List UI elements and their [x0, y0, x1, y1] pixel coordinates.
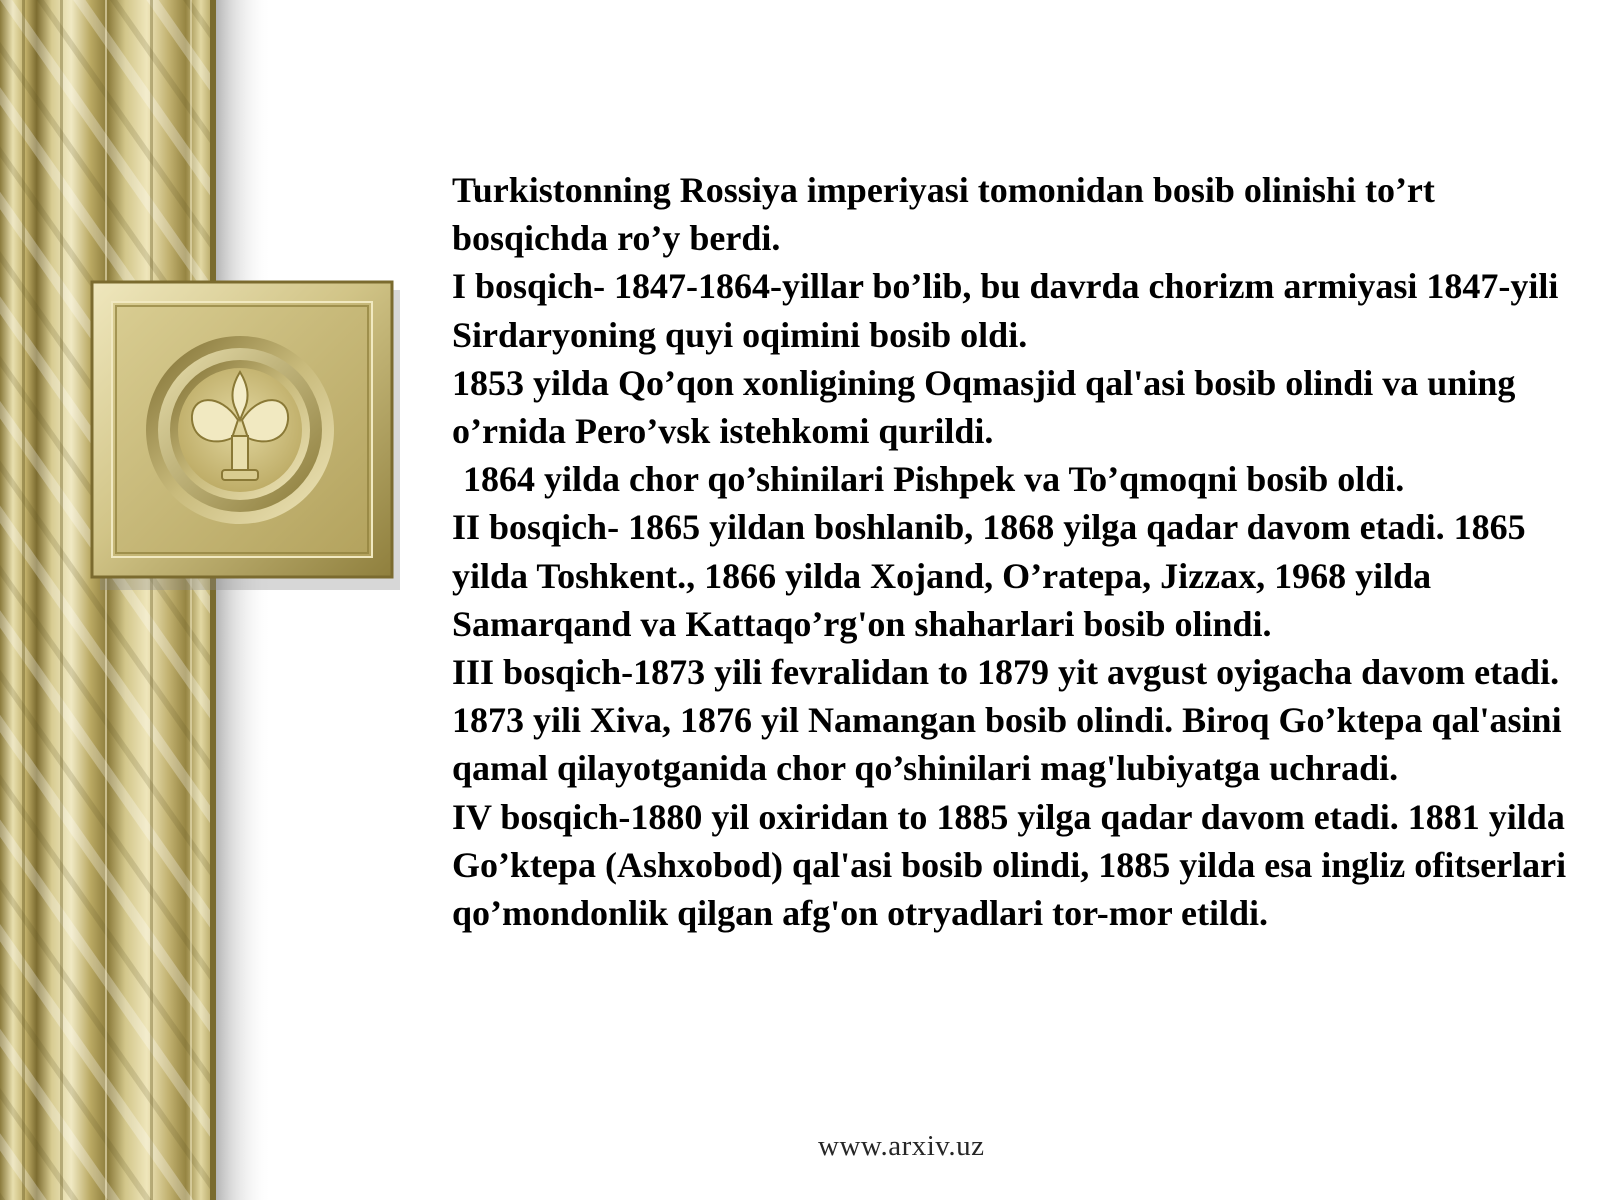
stage-3-paragraph: III bosqich-1873 yili fevralidan to 1879 yit avgust oyigacha davom etadi. 1873 yili Xiva, 1876 yil Namangan bosib olindi. Biroq Go’ktepa qal'asini qamal qilayotganida chor qo’shinilari mag'lubiyatga uchradi.: [452, 652, 1562, 789]
stage-1-detail-paragraph-2: 1864 yilda chor qo’shinilari Pishpek va To’qmoqni bosib oldi.: [463, 459, 1405, 500]
stage-2-paragraph: II bosqich- 1865 yildan boshlanib, 1868 yilga qadar davom etadi. 1865 yilda Toshkent., 1866 yilda Xojand, O’ratepa, Jizzax, 1968 yilda Samarqand va Kattaqo’rg'on shaharlari bosib olindi.: [452, 507, 1526, 644]
slide-text-body: [452, 166, 1588, 937]
stage-1-detail-paragraph: 1853 yilda Qo’qon xonligining Oqmasjid qal'asi bosib olindi va uning o’rnida Pero’vsk istehkomi qurildi.: [452, 362, 1516, 452]
decorative-gold-border: [0, 0, 430, 1200]
stage-4-paragraph: IV bosqich-1880 yil oxiridan to 1885 yilga qadar davom etadi. 1881 yilda Go’ktepa (Ashxobod) qal'asi bosib olindi, 1885 yilda esa ingliz ofitserlari qo’mondonlik qilgan afg'on otryadlari tor-mor etildi.: [452, 796, 1567, 934]
footer-url: www.arxiv.uz: [818, 1130, 985, 1162]
intro-paragraph: Turkistonning Rossiya imperiyasi tomonidan bosib olinishi to’rt bosqichda ro’y berdi.: [452, 170, 1435, 259]
stage-1-paragraph: I bosqich- 1847-1864-yillar bo’lib, bu davrda chorizm armiyasi 1847-yili Sirdaryoning quyi oqimini bosib oldi.: [452, 266, 1559, 355]
fleur-de-lis-emblem-icon: [146, 336, 334, 524]
